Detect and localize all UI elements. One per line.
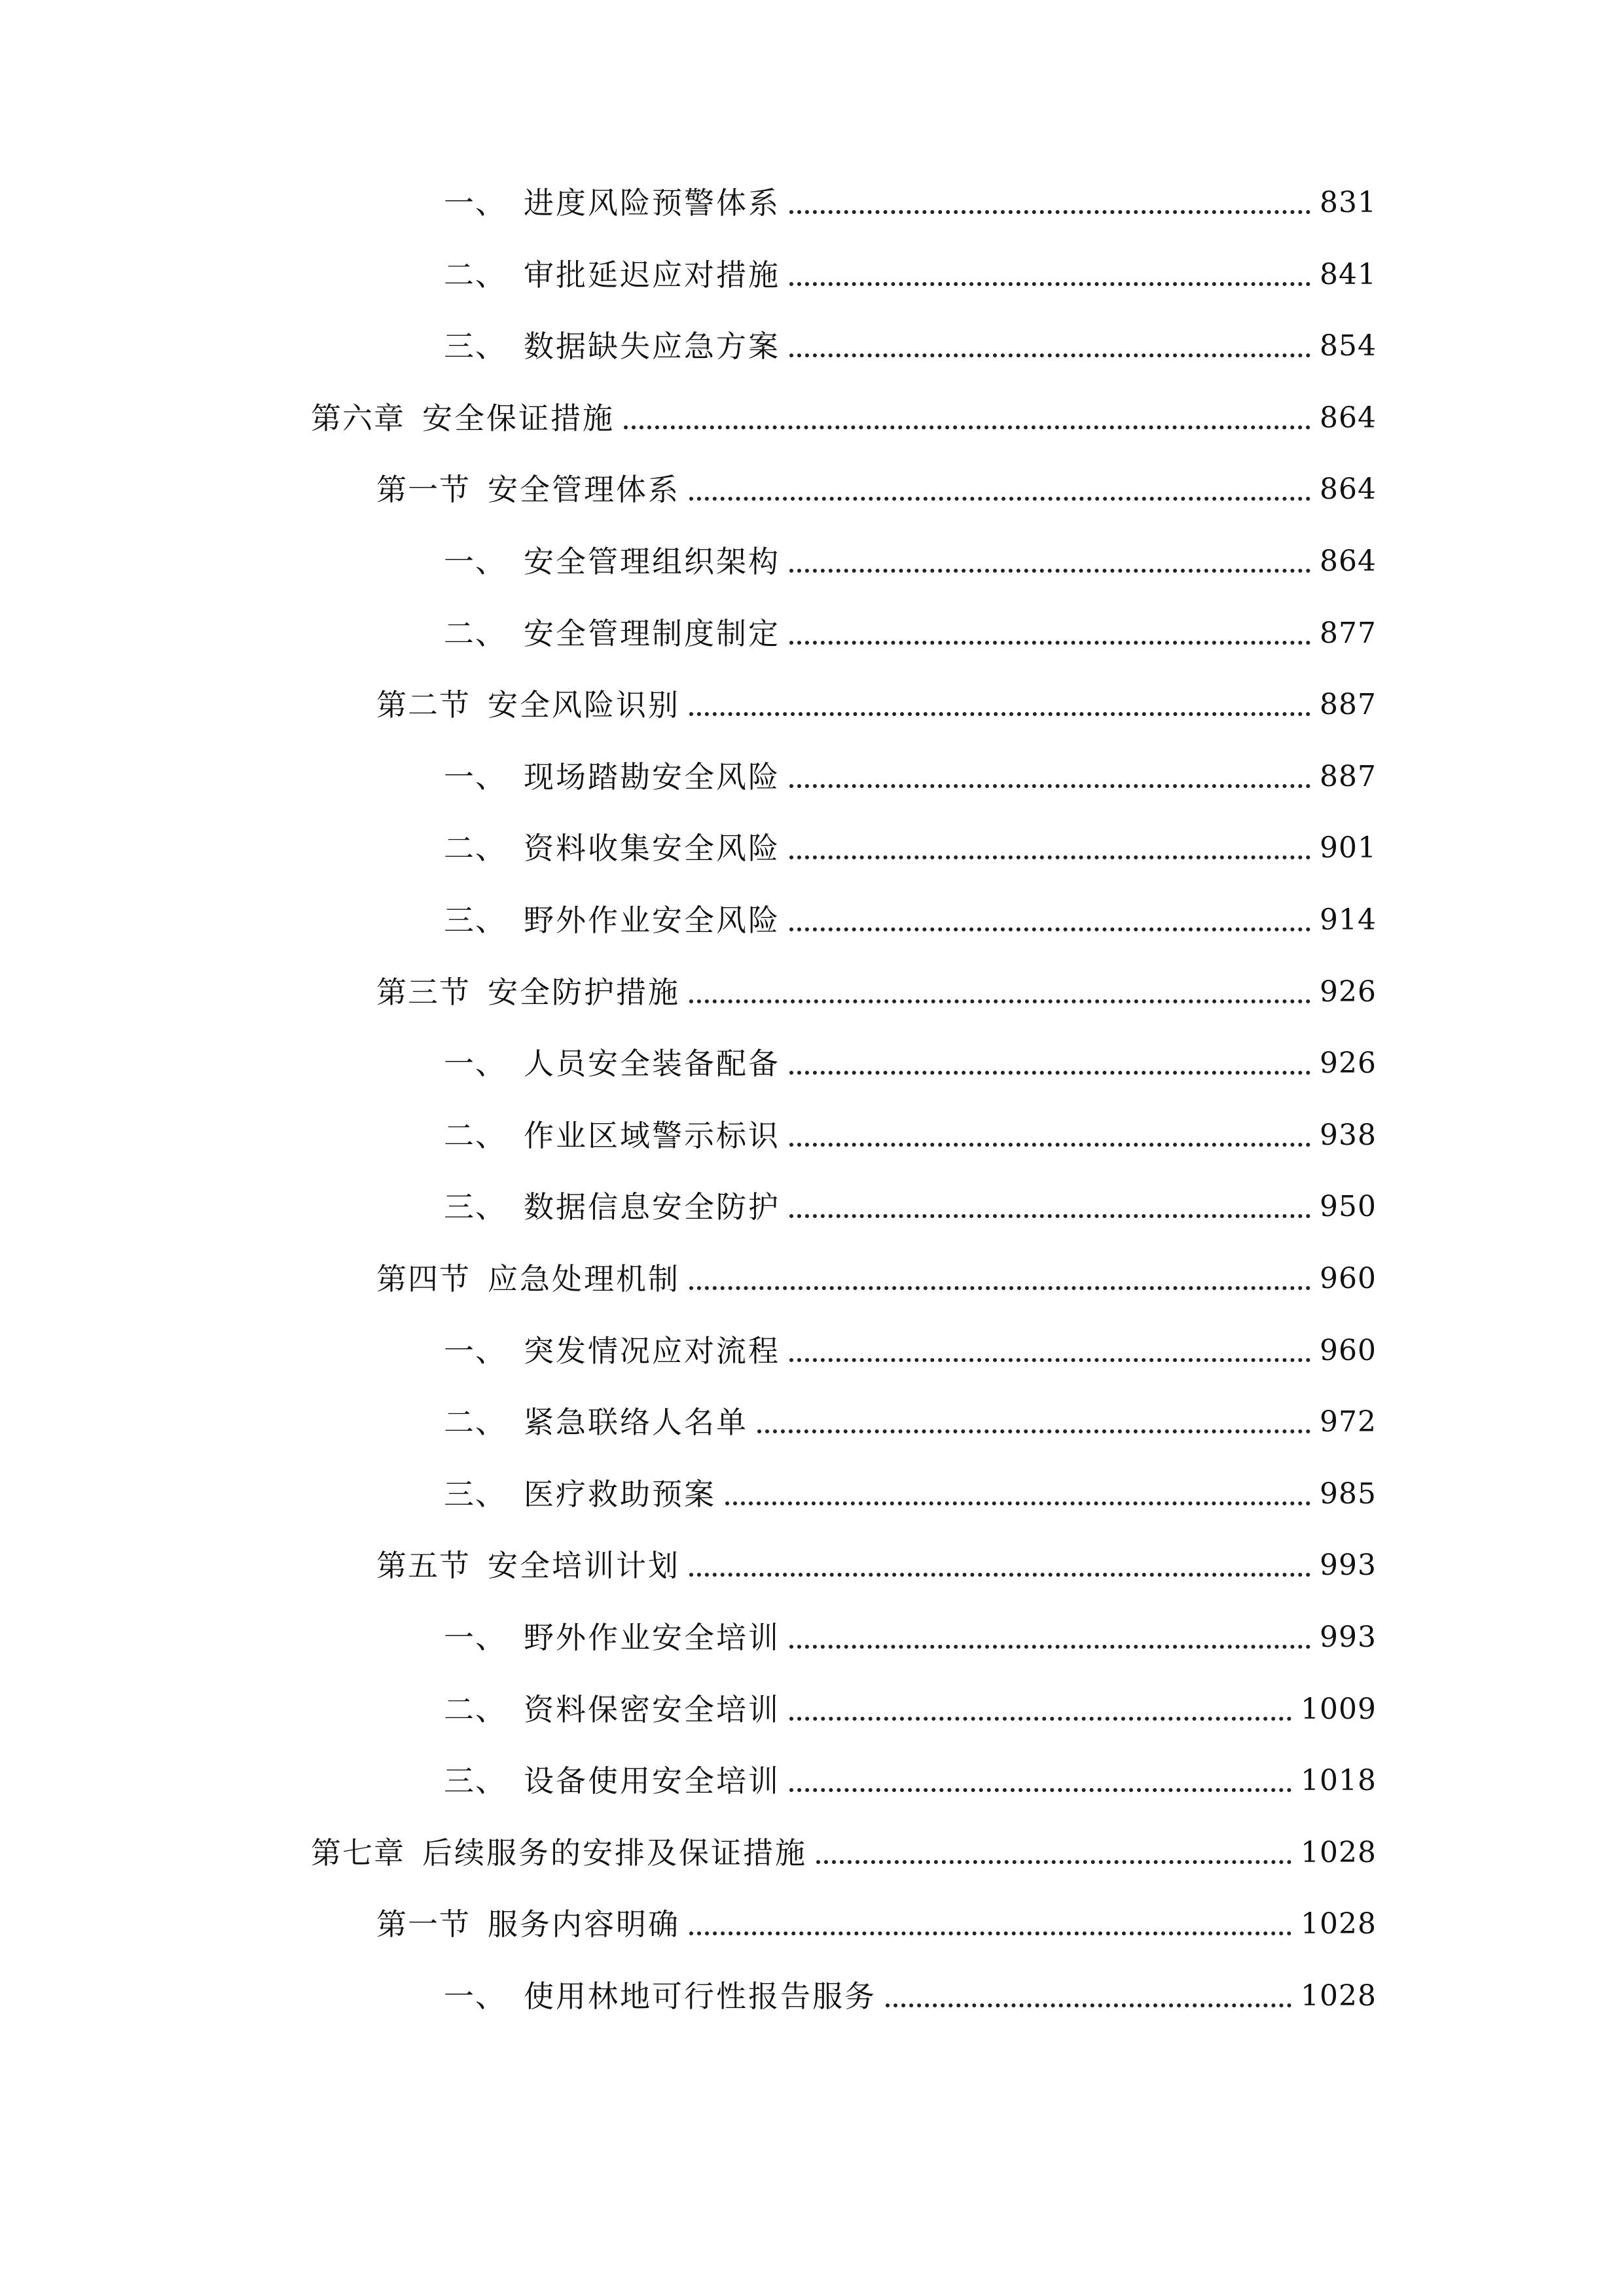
- toc-entry-page-number: 938: [1320, 1119, 1377, 1152]
- toc-entry-title: 资料保密安全培训: [524, 1692, 780, 1727]
- toc-entry[interactable]: [376, 1253, 1377, 1305]
- toc-entry-title: 设备使用安全培训: [524, 1763, 780, 1799]
- toc-entry-page-number: 993: [1320, 1549, 1377, 1582]
- toc-entry-number: 一、: [444, 1046, 507, 1081]
- toc-entry[interactable]: [444, 607, 1377, 660]
- toc-entry-title: 医疗救助预案: [524, 1477, 716, 1512]
- toc-entry-title: 安全防护措施: [488, 975, 680, 1010]
- toc-entry[interactable]: [444, 1755, 1377, 1807]
- toc-entry-title: 服务内容明确: [488, 1907, 680, 1942]
- toc-entry[interactable]: [444, 1468, 1377, 1520]
- toc-entry-page-number: 985: [1320, 1477, 1377, 1511]
- toc-dot-leader: [725, 1501, 1310, 1505]
- toc-entry[interactable]: [444, 822, 1377, 874]
- toc-dot-leader: [789, 1214, 1310, 1218]
- toc-entry-title: 审批延迟应对措施: [524, 257, 780, 293]
- toc-entry-title: 突发情况应对流程: [524, 1333, 780, 1369]
- toc-entry-title: 安全管理制度制定: [524, 616, 780, 651]
- toc-entry-number: 三、: [444, 1763, 507, 1799]
- toc-entry[interactable]: [376, 966, 1377, 1018]
- toc-entry[interactable]: [311, 392, 1377, 444]
- toc-dot-leader: [789, 1788, 1291, 1792]
- toc-entry-number: 二、: [444, 1118, 507, 1153]
- toc-dot-leader: [789, 1071, 1310, 1075]
- toc-entry-number: 一、: [444, 759, 507, 795]
- toc-entry-page-number: 841: [1320, 258, 1377, 291]
- toc-entry-number: 三、: [444, 329, 507, 364]
- toc-entry-page-number: 864: [1320, 545, 1377, 578]
- toc-entry[interactable]: [444, 320, 1377, 372]
- toc-entry-number: 三、: [444, 1477, 507, 1512]
- toc-entry[interactable]: [376, 1539, 1377, 1592]
- toc-dot-leader: [789, 282, 1310, 286]
- toc-entry-page-number: 887: [1320, 760, 1377, 793]
- toc-dot-leader: [757, 1429, 1310, 1433]
- toc-entry[interactable]: [444, 1683, 1377, 1736]
- toc-entry-title: 现场踏勘安全风险: [524, 759, 780, 795]
- toc-entry-page-number: 950: [1320, 1190, 1377, 1223]
- toc-entry-number: 二、: [444, 257, 507, 293]
- toc-entry-title: 安全培训计划: [488, 1548, 680, 1583]
- toc-dot-leader: [789, 569, 1310, 573]
- toc-entry-page-number: 1028: [1301, 1979, 1377, 2013]
- toc-entry-number: 第六章: [311, 401, 405, 436]
- toc-entry-number: 第四节: [376, 1261, 471, 1297]
- toc-entry-number: 二、: [444, 831, 507, 866]
- toc-entry-title: 安全管理体系: [488, 472, 680, 507]
- toc-entry-number: 第二节: [376, 687, 471, 723]
- toc-entry[interactable]: [444, 1109, 1377, 1162]
- toc-entry-title: 数据缺失应急方案: [524, 329, 780, 364]
- toc-entry-page-number: 854: [1320, 329, 1377, 363]
- toc-dot-leader: [789, 210, 1310, 214]
- toc-entry-number: 一、: [444, 1979, 507, 2014]
- toc-dot-leader: [789, 353, 1310, 357]
- toc-entry[interactable]: [444, 1181, 1377, 1233]
- toc-dot-leader: [689, 1573, 1310, 1577]
- toc-dot-leader: [789, 784, 1310, 788]
- toc-entry-number: 第一节: [376, 472, 471, 507]
- toc-entry-title: 紧急联络人名单: [524, 1405, 748, 1440]
- toc-entry-page-number: 972: [1320, 1405, 1377, 1439]
- toc-entry-number: 一、: [444, 1620, 507, 1655]
- toc-entry[interactable]: [444, 894, 1377, 946]
- toc-entry-page-number: 831: [1320, 186, 1377, 219]
- toc-entry-number: 三、: [444, 1189, 507, 1225]
- toc-entry[interactable]: [311, 1827, 1377, 1879]
- toc-entry[interactable]: [444, 751, 1377, 803]
- toc-entry-number: 一、: [444, 1333, 507, 1369]
- toc-dot-leader: [789, 1717, 1291, 1721]
- toc-dot-leader: [789, 855, 1310, 859]
- toc-entry-number: 一、: [444, 185, 507, 221]
- toc-entry-page-number: 993: [1320, 1621, 1377, 1654]
- toc-entry-page-number: 1018: [1301, 1764, 1377, 1797]
- toc-dot-leader: [886, 2003, 1291, 2007]
- toc-entry-page-number: 926: [1320, 1047, 1377, 1080]
- toc-entry[interactable]: [376, 463, 1377, 516]
- toc-dot-leader: [789, 1645, 1310, 1649]
- toc-entry-page-number: 1028: [1301, 1907, 1377, 1941]
- toc-entry-title: 人员安全装备配备: [524, 1046, 780, 1081]
- toc-entry-number: 三、: [444, 903, 507, 938]
- toc-entry[interactable]: [444, 535, 1377, 588]
- toc-entry-page-number: 960: [1320, 1262, 1377, 1295]
- toc-entry-page-number: 901: [1320, 831, 1377, 865]
- toc-dot-leader: [624, 425, 1310, 429]
- toc-entry-page-number: 864: [1320, 401, 1377, 435]
- toc-entry-page-number: 877: [1320, 617, 1377, 650]
- toc-dot-leader: [689, 712, 1310, 716]
- toc-dot-leader: [789, 1143, 1310, 1147]
- toc-entry-number: 第三节: [376, 975, 471, 1010]
- toc-entry-page-number: 1028: [1301, 1836, 1377, 1869]
- toc-entry-page-number: 1009: [1301, 1693, 1377, 1726]
- toc-entry-title: 后续服务的安排及保证措施: [422, 1835, 807, 1871]
- toc-entry[interactable]: [444, 1325, 1377, 1377]
- toc-entry-number: 第七章: [311, 1835, 405, 1871]
- toc-dot-leader: [816, 1860, 1291, 1864]
- toc-entry-page-number: 926: [1320, 975, 1377, 1009]
- toc-entry[interactable]: [376, 679, 1377, 731]
- toc-entry-title: 安全管理组织架构: [524, 544, 780, 579]
- toc-entry-title: 野外作业安全培训: [524, 1620, 780, 1655]
- toc-entry-number: 二、: [444, 1405, 507, 1440]
- toc-entry[interactable]: [444, 1396, 1377, 1448]
- toc-entry[interactable]: [444, 1970, 1377, 2022]
- toc-entry-page-number: 864: [1320, 473, 1377, 506]
- toc-dot-leader: [789, 1358, 1310, 1362]
- toc-entry[interactable]: [444, 1037, 1377, 1090]
- toc-dot-leader: [689, 1931, 1291, 1935]
- toc-entry-number: 第五节: [376, 1548, 471, 1583]
- toc-dot-leader: [689, 497, 1310, 501]
- toc-entry[interactable]: [444, 177, 1377, 229]
- toc-entry-number: 第一节: [376, 1907, 471, 1942]
- toc-entry-title: 安全保证措施: [422, 401, 615, 436]
- toc-entry-title: 安全风险识别: [488, 687, 680, 723]
- toc-entry-page-number: 887: [1320, 688, 1377, 721]
- toc-entry-number: 二、: [444, 1692, 507, 1727]
- toc-entry-title: 使用林地可行性报告服务: [524, 1979, 876, 2014]
- toc-entry-number: 二、: [444, 616, 507, 651]
- toc-entry-title: 数据信息安全防护: [524, 1189, 780, 1225]
- toc-entry-number: 一、: [444, 544, 507, 579]
- toc-entry-title: 应急处理机制: [488, 1261, 680, 1297]
- toc-entry-title: 进度风险预警体系: [524, 185, 780, 221]
- toc-entry-page-number: 914: [1320, 903, 1377, 937]
- toc-entry-page-number: 960: [1320, 1334, 1377, 1367]
- toc-dot-leader: [689, 999, 1310, 1003]
- toc-dot-leader: [789, 927, 1310, 931]
- toc-entry[interactable]: [444, 249, 1377, 301]
- toc-entry[interactable]: [376, 1898, 1377, 1950]
- toc-dot-leader: [689, 1286, 1310, 1290]
- toc-entry[interactable]: [444, 1611, 1377, 1664]
- toc-dot-leader: [789, 641, 1310, 645]
- toc-entry-title: 作业区域警示标识: [524, 1118, 780, 1153]
- toc-entry-title: 资料收集安全风险: [524, 831, 780, 866]
- toc-entry-title: 野外作业安全风险: [524, 903, 780, 938]
